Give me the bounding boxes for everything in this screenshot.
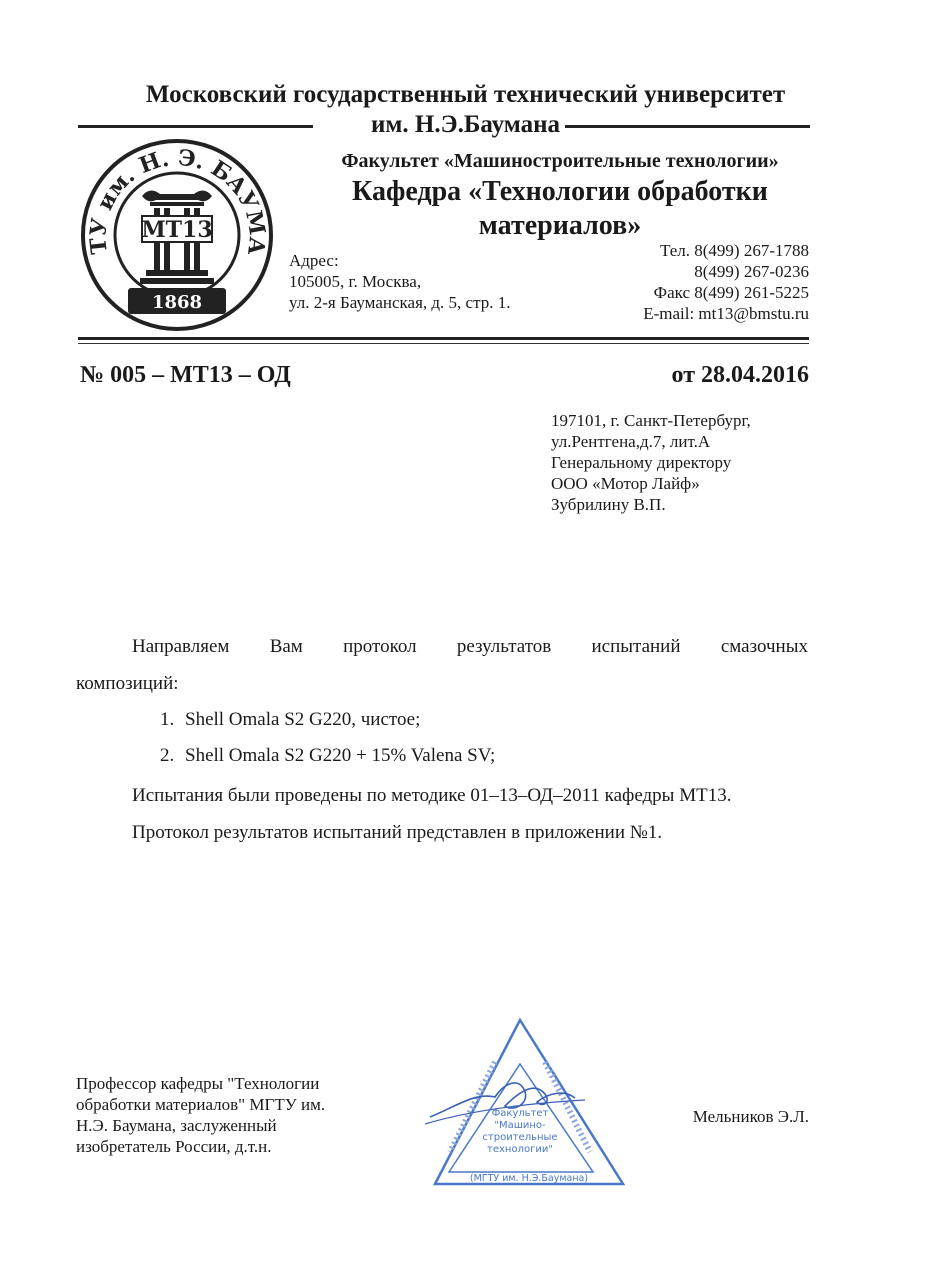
- faculty-name: Факультет «Машиностроительные технологии»: [341, 150, 779, 172]
- recipient-line: ул.Рентгена,д.7, лит.А: [551, 432, 711, 451]
- signatory-line: изобретатель России, д.т.н.: [76, 1137, 272, 1156]
- document-number: № 005 – МТ13 – ОД: [80, 362, 291, 388]
- university-name: Московский государственный технический университет: [145, 81, 786, 108]
- recipient-line: Генеральному директору: [551, 453, 732, 472]
- list-item-text: Shell Omala S2 G220 + 15% Valena SV;: [185, 745, 496, 766]
- list-item-text: Shell Omala S2 G220, чистое;: [185, 709, 421, 730]
- intro-paragraph-cont: композиций:: [76, 673, 179, 694]
- header-rule-left: [78, 125, 313, 128]
- intro-word: протокол: [343, 636, 417, 657]
- official-stamp: [425, 1012, 635, 1202]
- intro-word: испытаний: [591, 636, 681, 657]
- logo-ring-text: ТУ им. Н. Э. БАУМА: [85, 144, 271, 257]
- header-divider: [78, 337, 809, 340]
- method-paragraph: Испытания были проведены по методике 01–13–ОД–2011 кафедры МТ13.: [132, 785, 732, 806]
- intro-word: смазочных: [720, 636, 808, 657]
- stamp-text: Факультет: [491, 1108, 549, 1119]
- address-line: 105005, г. Москва,: [289, 272, 422, 291]
- recipient-line: ООО «Мотор Лайф»: [551, 474, 700, 493]
- intro-word: результатов: [456, 636, 552, 657]
- recipient-block: [551, 410, 751, 515]
- contacts-block: [643, 240, 809, 324]
- address-block: [289, 250, 510, 313]
- document-date: от 28.04.2016: [671, 362, 809, 388]
- intro-word: Вам: [269, 636, 303, 657]
- signatory-line: Н.Э. Баумана, заслуженный: [76, 1116, 277, 1135]
- signatory-title: [76, 1073, 325, 1157]
- email: E-mail: mt13@bmstu.ru: [643, 304, 809, 323]
- stamp-icon: [425, 1012, 635, 1202]
- intro-paragraph: [76, 636, 808, 658]
- address-label: Адрес:: [289, 251, 339, 270]
- stamp-text: строительные: [482, 1132, 558, 1143]
- signatory-line: обработки материалов" МГТУ им.: [76, 1095, 326, 1114]
- intro-word: Направляем: [132, 636, 230, 657]
- university-logo: [80, 138, 275, 333]
- department-name: Кафедра «Технологии обработки: [352, 176, 768, 207]
- address-line: ул. 2-я Бауманская, д. 5, стр. 1.: [289, 293, 511, 312]
- appendix-paragraph: Протокол результатов испытаний представлен в приложении №1.: [132, 822, 663, 843]
- logo-emblem-icon: [80, 138, 275, 333]
- signatory-name: Мельников Э.Л.: [692, 1107, 809, 1126]
- logo-monogram: МТ13: [141, 217, 213, 243]
- department-name-line2: материалов»: [478, 210, 642, 241]
- list-item-number: 1.: [160, 709, 175, 730]
- fax: Факс 8(499) 261-5225: [653, 283, 809, 302]
- recipient-line: 197101, г. Санкт-Петербург,: [551, 411, 751, 430]
- signatory-line: Профессор кафедры "Технологии: [76, 1074, 320, 1093]
- logo-year: 1868: [151, 292, 203, 313]
- phone-2: 8(499) 267-0236: [694, 262, 809, 281]
- stamp-text: технологии": [487, 1144, 553, 1155]
- stamp-bottom-text: (МГТУ им. Н.Э.Баумана): [469, 1173, 589, 1184]
- phone-1: Тел. 8(499) 267-1788: [660, 241, 809, 260]
- header-divider-thin: [78, 343, 809, 344]
- header-rule-right: [565, 125, 810, 128]
- stamp-text: "Машино-: [494, 1120, 546, 1131]
- list-item: [160, 745, 495, 767]
- list-item: [160, 709, 420, 731]
- list-item-number: 2.: [160, 745, 175, 766]
- recipient-line: Зубрилину В.П.: [551, 495, 666, 514]
- university-name-line2: им. Н.Э.Баумана: [370, 111, 561, 138]
